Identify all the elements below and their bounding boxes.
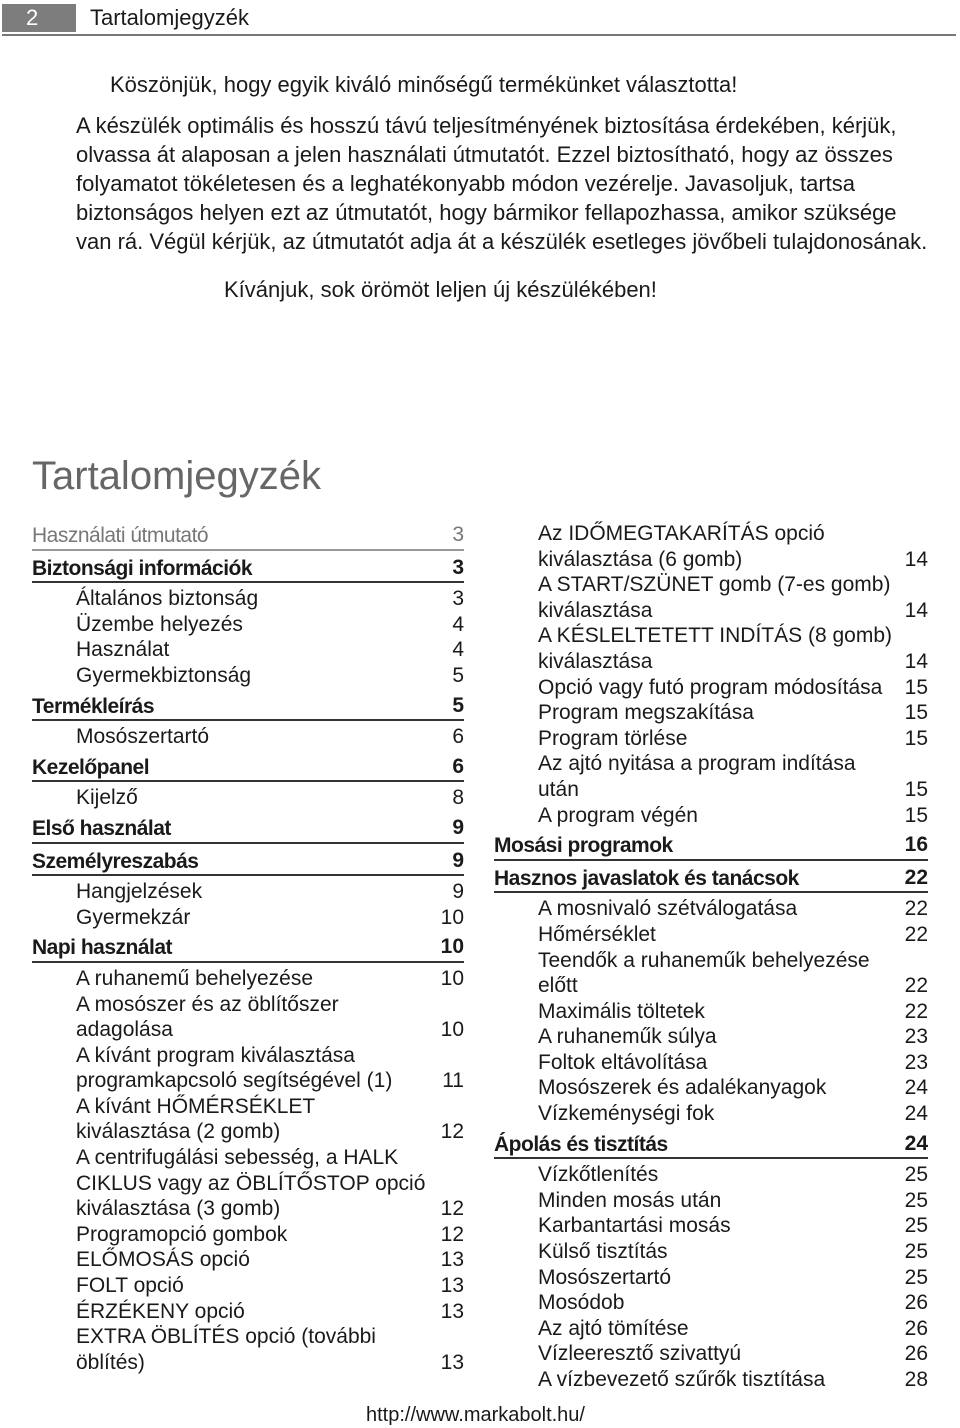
toc-entry bbox=[76, 612, 464, 638]
toc-entry-title: Minden mosás után bbox=[538, 1188, 722, 1212]
toc-chapter bbox=[32, 849, 464, 877]
toc-entry bbox=[76, 1043, 464, 1094]
toc-entry bbox=[538, 1075, 928, 1101]
toc-entry-page: 22 bbox=[904, 865, 928, 889]
toc-entry-page: 3 bbox=[452, 587, 464, 611]
toc-entry-page: 15 bbox=[904, 803, 928, 827]
toc-title: Tartalomjegyzék bbox=[32, 454, 322, 498]
toc-entry-title: EXTRA ÖBLÍTÉS opció (további öblítés) bbox=[76, 1325, 376, 1374]
page-number-badge: 2 bbox=[2, 4, 76, 32]
toc-entry-page: 13 bbox=[440, 1274, 464, 1298]
toc-entry bbox=[538, 751, 928, 802]
toc-entry-page: 11 bbox=[442, 1069, 464, 1093]
toc-entry-page: 22 bbox=[904, 974, 928, 998]
toc-entry-title: Használati útmutató bbox=[32, 524, 209, 547]
toc-entry bbox=[538, 1316, 928, 1342]
header-title: Tartalomjegyzék bbox=[90, 5, 249, 30]
toc-entry-page: 3 bbox=[452, 523, 464, 546]
toc-entry-page: 25 bbox=[904, 1265, 928, 1289]
toc-entry-title: A kívánt program kiválasztása programkapcsoló segítségével (1) bbox=[76, 1043, 393, 1093]
toc-entry bbox=[76, 905, 464, 931]
toc-entry-page: 8 bbox=[452, 786, 464, 810]
toc-entry bbox=[76, 1094, 464, 1145]
toc-entry-title: Üzembe helyezés bbox=[76, 612, 243, 636]
toc-entry-page: 24 bbox=[904, 1076, 928, 1100]
toc-entry-title: Az IDŐMEGTAKARÍTÁS opció kiválasztása (6 gomb) bbox=[538, 522, 825, 571]
toc-entry-page: 4 bbox=[452, 638, 464, 662]
toc-entry-title: Hangjelzések bbox=[76, 880, 203, 904]
toc-entry-page: 12 bbox=[440, 1197, 464, 1221]
toc-entry bbox=[538, 803, 928, 829]
toc-entry-page: 15 bbox=[904, 726, 928, 750]
intro-thanks: Köszönjük, hogy egyik kiváló minőségű termékünket választotta! bbox=[110, 72, 738, 97]
toc-entry-page: 6 bbox=[452, 725, 464, 749]
toc-entry bbox=[76, 785, 464, 811]
toc-entry bbox=[538, 726, 928, 752]
toc-entry-title: Opció vagy futó program módosítása bbox=[538, 675, 883, 699]
toc-entry bbox=[538, 623, 928, 674]
toc-entry-title: Hőmérséklet bbox=[538, 922, 656, 946]
toc-entry bbox=[538, 1213, 928, 1239]
toc-entry bbox=[76, 1247, 464, 1273]
toc-chapter bbox=[494, 866, 928, 894]
toc-entry-title: Gyermekbiztonság bbox=[76, 663, 252, 687]
toc-entry bbox=[538, 1265, 928, 1291]
toc-entry-title: Személyreszabás bbox=[32, 849, 199, 873]
toc-entry-page: 14 bbox=[904, 598, 928, 622]
toc-entry-title: Teendők a ruhaneműk behelyezése előtt bbox=[538, 948, 870, 998]
toc-entry-page: 10 bbox=[440, 966, 464, 990]
toc-entry-title: Első használat bbox=[32, 816, 171, 840]
toc-entry bbox=[76, 586, 464, 612]
toc-entry-page: 26 bbox=[904, 1316, 928, 1340]
toc-entry bbox=[538, 572, 928, 623]
toc-entry-title: Kijelző bbox=[76, 786, 138, 810]
toc-entry-page: 22 bbox=[904, 922, 928, 946]
page-header bbox=[0, 0, 960, 40]
toc-entry-title: A program végén bbox=[538, 803, 698, 827]
toc-entry-page: 6 bbox=[452, 754, 464, 778]
toc-entry-title: Mosási programok bbox=[494, 834, 673, 858]
toc-entry-page: 5 bbox=[452, 663, 464, 687]
toc-entry-title: Vízleeresztő szivattyú bbox=[538, 1342, 742, 1366]
toc-chapter bbox=[32, 816, 464, 844]
toc-entry bbox=[76, 1145, 464, 1222]
toc-entry-title: Program törlése bbox=[538, 726, 688, 750]
toc-entry-title: Ápolás és tisztítás bbox=[494, 1132, 668, 1156]
toc-entry-page: 12 bbox=[440, 1222, 464, 1246]
toc-entry-page: 9 bbox=[452, 880, 464, 904]
intro-paragraph: A készülék optimális és hosszú távú teljesítményének biztosítása érdekében, kérjük, olvassa át alaposan a jelen használati útmutatót. Ezzel biztosítható, hogy az összes folyamatot tökéletesen és a leghatékonyabb módon vezérelje. Javasoljuk, tartsa biztonságos helyen ezt az útmutatót, hogy bármikor fellapozhassa, amikor szüksége van rá. Végül kérjük, az útmutatót adja át a készülék esetleges jövőbeli tulajdonosának. bbox=[76, 113, 928, 254]
toc-entry-title: A kívánt HŐMÉRSÉKLET kiválasztása (2 gomb) bbox=[76, 1094, 315, 1144]
toc-entry bbox=[76, 992, 464, 1043]
toc-entry bbox=[538, 896, 928, 922]
toc-entry-title: Napi használat bbox=[32, 936, 173, 960]
toc-entry-page: 28 bbox=[904, 1368, 928, 1391]
toc-entry-title: ÉRZÉKENY opció bbox=[76, 1299, 245, 1323]
toc-entry-title: A ruhanemű behelyezése bbox=[76, 966, 313, 990]
toc-entry bbox=[538, 999, 928, 1025]
toc-entry-title: FOLT opció bbox=[76, 1274, 184, 1298]
toc-entry-title: Mosódob bbox=[538, 1291, 625, 1315]
toc-entry-page: 3 bbox=[452, 555, 464, 579]
toc-entry-title: Karbantartási mosás bbox=[538, 1214, 731, 1238]
toc-entry-title: A ruhaneműk súlya bbox=[538, 1025, 717, 1049]
toc-entry bbox=[76, 1222, 464, 1248]
toc-entry bbox=[538, 700, 928, 726]
toc-entry bbox=[538, 1239, 928, 1265]
toc-entry-page: 25 bbox=[904, 1240, 928, 1264]
toc-entry-title: Mosószertartó bbox=[76, 725, 210, 749]
toc-entry bbox=[538, 1050, 928, 1076]
toc-entry-page: 14 bbox=[904, 547, 928, 571]
toc-entry-page: 9 bbox=[452, 848, 464, 872]
toc-entry-title: Általános biztonság bbox=[76, 587, 259, 611]
toc-chapter bbox=[32, 935, 464, 963]
toc-entry-page: 25 bbox=[904, 1163, 928, 1187]
toc-entry bbox=[76, 1273, 464, 1299]
toc-entry-page: 10 bbox=[440, 1018, 464, 1042]
toc-entry-title: A mosószer és az öblítőszer adagolása bbox=[76, 992, 339, 1042]
intro-wish: Kívánjuk, sok örömöt leljen új készülékében! bbox=[224, 277, 657, 302]
toc-entry-page: 15 bbox=[904, 675, 928, 699]
toc-entry bbox=[538, 1101, 928, 1127]
toc-chapter bbox=[494, 833, 928, 861]
toc-entry-title: Mosószertartó bbox=[538, 1265, 672, 1289]
toc-entry-title: Programopció gombok bbox=[76, 1222, 288, 1246]
toc-entry bbox=[538, 675, 928, 701]
toc-entry bbox=[538, 1188, 928, 1214]
toc-entry-page: 13 bbox=[440, 1350, 464, 1374]
toc-entry-page: 24 bbox=[904, 1131, 928, 1155]
toc-entry-title: Maximális töltetek bbox=[538, 999, 705, 1023]
toc-column-left bbox=[32, 521, 464, 1375]
toc-entry-page: 10 bbox=[440, 905, 464, 929]
toc-entry-page: 9 bbox=[452, 815, 464, 839]
toc-entry-title: Gyermekzár bbox=[76, 905, 191, 929]
toc-entry bbox=[76, 1299, 464, 1325]
toc-entry-title: Vízkeménységi fok bbox=[538, 1102, 715, 1126]
toc-entry-page: 25 bbox=[904, 1214, 928, 1238]
toc-entry-page: 10 bbox=[440, 935, 464, 959]
toc-entry-page: 14 bbox=[904, 649, 928, 673]
toc-column-right bbox=[494, 521, 928, 1393]
header-divider bbox=[2, 34, 956, 36]
toc-entry-page: 22 bbox=[904, 999, 928, 1023]
toc-entry-page: 5 bbox=[452, 693, 464, 717]
toc-entry bbox=[76, 879, 464, 905]
toc-entry-title: A centrifugálási sebesség, a HALK CIKLUS vagy az ÖBLÍTŐSTOP opció kiválasztása (3 gomb) bbox=[76, 1146, 426, 1221]
toc-entry-page: 16 bbox=[904, 833, 928, 857]
toc-entry-title: Használat bbox=[76, 638, 170, 662]
toc-entry-title: A KÉSLELTETETT INDÍTÁS (8 gomb) kiválasztása bbox=[538, 624, 892, 673]
toc-entry bbox=[76, 637, 464, 663]
toc-entry-page: 4 bbox=[452, 612, 464, 636]
toc-entry bbox=[76, 663, 464, 689]
intro-section bbox=[76, 70, 936, 304]
toc-entry-page: 25 bbox=[904, 1188, 928, 1212]
toc-entry-title: Az ajtó nyitása a program indítása után bbox=[538, 752, 856, 801]
toc-entry bbox=[76, 1324, 464, 1375]
toc-entry-title: Termékleírás bbox=[32, 694, 155, 718]
toc-entry-title: ELŐMOSÁS opció bbox=[76, 1248, 250, 1272]
toc-entry bbox=[538, 948, 928, 999]
toc-chapter bbox=[32, 694, 464, 722]
toc-entry-page: 26 bbox=[904, 1291, 928, 1315]
toc-chapter bbox=[32, 523, 464, 551]
toc-chapter bbox=[32, 556, 464, 584]
toc-entry-title: Foltok eltávolítása bbox=[538, 1050, 708, 1074]
toc-entry-page: 26 bbox=[904, 1342, 928, 1366]
toc-entry-title: A vízbevezető szűrők tisztítása bbox=[538, 1368, 826, 1391]
toc-entry-page: 23 bbox=[904, 1050, 928, 1074]
toc-entry-title: Vízkőtlenítés bbox=[538, 1163, 659, 1187]
toc-entry-title: Kezelőpanel bbox=[32, 755, 150, 779]
toc-chapter bbox=[494, 1132, 928, 1160]
toc-entry-page: 23 bbox=[904, 1025, 928, 1049]
toc-entry-page: 15 bbox=[904, 777, 928, 801]
toc-entry bbox=[538, 1341, 928, 1367]
toc-entry-title: Biztonsági információk bbox=[32, 556, 253, 580]
footer-url: http://www.markabolt.hu/ bbox=[366, 1404, 585, 1426]
toc-entry bbox=[76, 724, 464, 750]
toc-entry-page: 15 bbox=[904, 701, 928, 725]
toc-entry bbox=[76, 966, 464, 992]
toc-entry bbox=[538, 1162, 928, 1188]
toc-entry bbox=[538, 1290, 928, 1316]
toc-entry bbox=[538, 1367, 928, 1393]
toc-entry-title: Mosószerek és adalékanyagok bbox=[538, 1076, 827, 1100]
toc-entry-page: 22 bbox=[904, 897, 928, 921]
toc-entry-title: Az ajtó tömítése bbox=[538, 1316, 689, 1340]
toc-entry-title: Program megszakítása bbox=[538, 701, 754, 725]
toc-entry-page: 13 bbox=[440, 1248, 464, 1272]
toc-entry bbox=[538, 1024, 928, 1050]
toc-entry-title: A START/SZÜNET gomb (7-es gomb) kiválasztása bbox=[538, 573, 891, 622]
toc-entry-page: 24 bbox=[904, 1102, 928, 1126]
toc-entry-title: Külső tisztítás bbox=[538, 1240, 668, 1264]
toc-entry-title: A mosnivaló szétválogatása bbox=[538, 897, 798, 921]
toc-entry bbox=[538, 922, 928, 948]
toc-entry-page: 13 bbox=[440, 1299, 464, 1323]
toc-entry-page: 12 bbox=[440, 1120, 464, 1144]
toc-chapter bbox=[32, 755, 464, 783]
toc-entry-title: Hasznos javaslatok és tanácsok bbox=[494, 866, 799, 890]
toc-entry bbox=[538, 521, 928, 572]
